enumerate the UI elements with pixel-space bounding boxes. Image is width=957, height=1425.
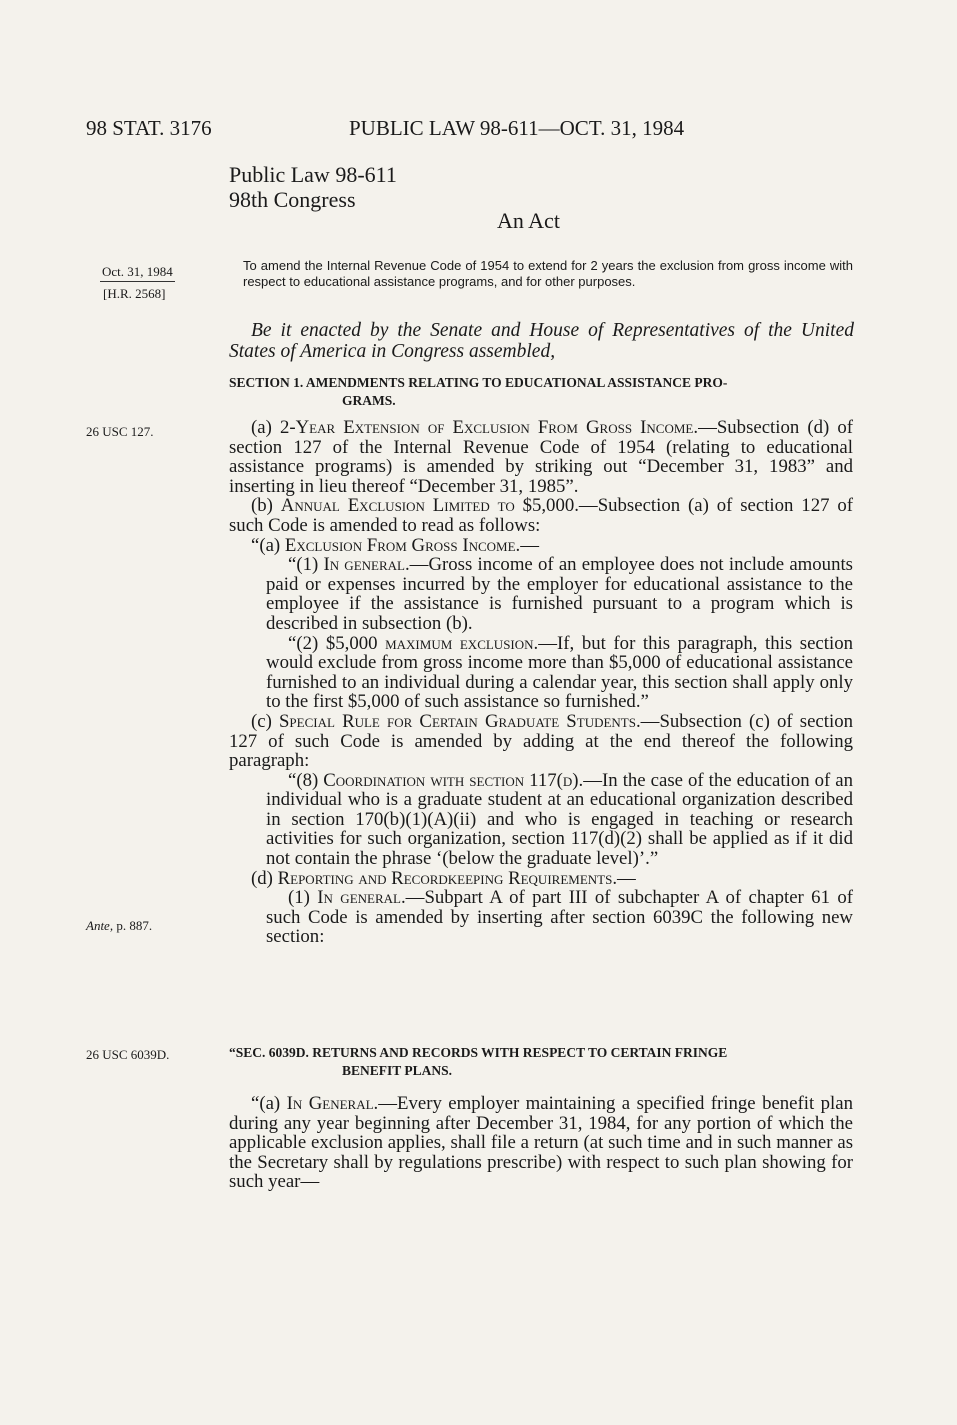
section-6039d-body (229, 1094, 853, 1192)
section-1-heading-line2: GRAMS. (342, 393, 396, 408)
subsection-b-quoted-a: “(a) Exclusion From Gross Income.— (251, 534, 539, 556)
subsection-d-paragraph-1: (1) In general.—Subpart A of part III of subchapter A of chapter 61 of such Code is amended by inserting after section 6039C the following new section: (266, 887, 853, 948)
margin-bill-number: [H.R. 2568] (103, 286, 166, 301)
paragraph-2: “(2) $5,000 maximum exclusion.—If, but for this paragraph, this section would exclude from gross income more than $5,000 of educational assistance furnished to an individual during a calendar year, this section shall apply only to the first $5,000 of such assistance so furnished.” (266, 632, 853, 713)
running-head: PUBLIC LAW 98-611—OCT. 31, 1984 (349, 116, 685, 140)
an-act-heading: An Act (497, 208, 560, 233)
subsection-c: (c) Special Rule for Certain Graduate Students.—Subsection (c) of section 127 of such Code is amended by adding at the end thereof the following paragraph: (229, 710, 853, 772)
margin-usc-6039d: 26 USC 6039D. (86, 1047, 170, 1062)
section-6039d-heading-line1: “SEC. 6039D. RETURNS AND RECORDS WITH RESPECT TO CERTAIN FRINGE (229, 1045, 728, 1060)
subsection-d: (d) Reporting and Recordkeeping Requirements.— (251, 867, 636, 889)
subsection-a: (a) 2-Year Extension of Exclusion From Gross Income.—Subsection (d) of section 127 of the Internal Revenue Code of 1954 (relating to educational assistance programs) is amended by striking out “December 31, 1983” and inserting in lieu thereof “December 31, 1985”. (229, 417, 854, 497)
margin-date: Oct. 31, 1984 (100, 264, 175, 282)
enacting-clause: Be it enacted by the Senate and House of Representatives of the United States of America in Congress assembled, (229, 320, 854, 362)
law-title (229, 162, 397, 212)
purpose-statement: To amend the Internal Revenue Code of 1954 to extend for 2 years the exclusion from gross income with respect to educational assistance programs, and for other purposes. (243, 258, 853, 289)
law-number: Public Law 98-611 (229, 162, 397, 187)
paragraph-8: “(8) Coordination with section 117(d).—In the case of the education of an individual who is a graduate student at an educational organization described in section 170(b)(1)(A)(ii) and who is engaged in teaching or research activities for such organization, section 117(d)(2) shall be applied as if it did not contain the phrase ‘(below the graduate level)’.” (266, 769, 853, 870)
margin-ante: Ante, p. 887. (86, 918, 153, 933)
section-1-heading-line1: SECTION 1. AMENDMENTS RELATING TO EDUCATIONAL ASSISTANCE PRO- (229, 375, 728, 390)
paragraph-1: “(1) In general.—Gross income of an employee does not include amounts paid or expenses incurred by the employer for educational assistance to the employee if the assistance is furnished pursuant to a program which is described in subsection (b). (266, 554, 853, 634)
page-reference: 98 STAT. 3176 (86, 116, 212, 140)
section-1-heading (229, 374, 854, 410)
section-1-body (229, 418, 853, 947)
congress: 98th Congress (229, 187, 356, 212)
margin-usc-127: 26 USC 127. (86, 424, 154, 439)
section-6039d-heading (229, 1044, 854, 1080)
section-6039d-heading-line2: BENEFIT PLANS. (342, 1063, 453, 1078)
subsection-b: (b) Annual Exclusion Limited to $5,000.—Subsection (a) of section 127 of such Code is amended to read as follows: (229, 495, 853, 536)
section-6039d-subsection-a: “(a) In General.—Every employer maintaining a specified fringe benefit plan during any year beginning after December 31, 1984, for any portion of which the applicable exclusion applies, shall file a return (at such time and in such manner as the Secretary shall by regulations prescribe) with respect to such plan showing for such year— (229, 1093, 853, 1193)
